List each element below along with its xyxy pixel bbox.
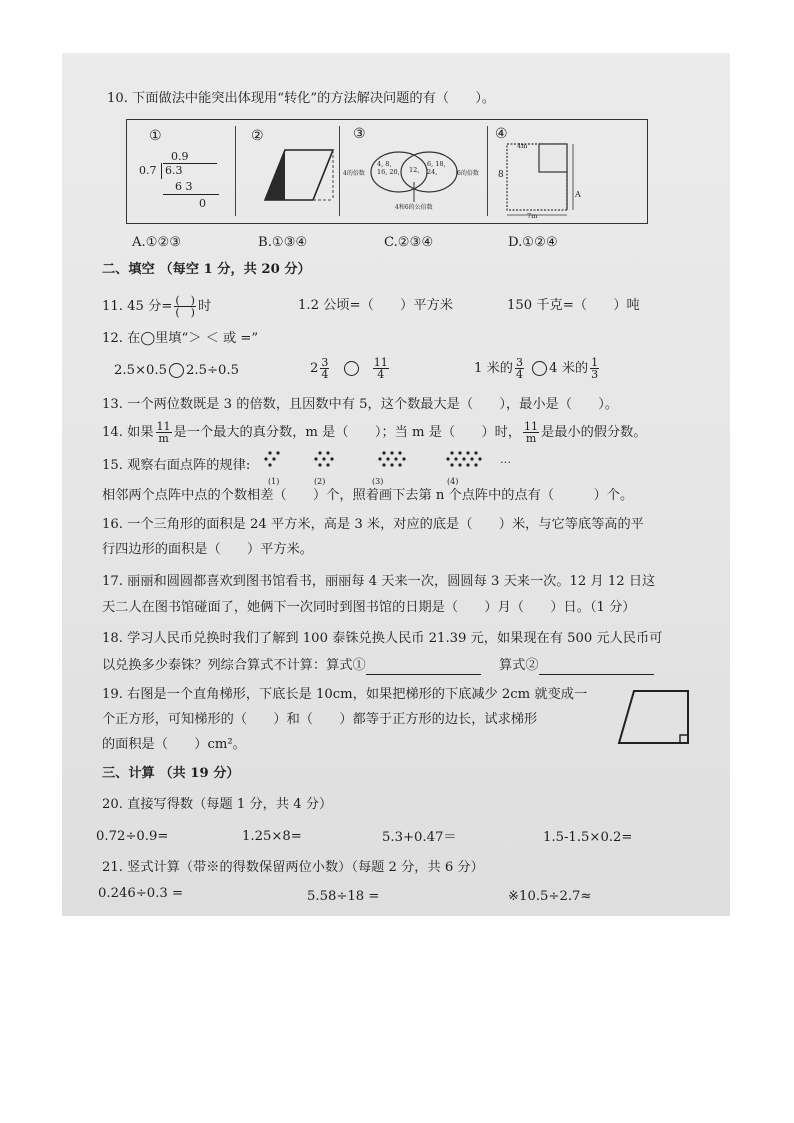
q12-a-left: 2.5×0.5: [114, 363, 167, 378]
frac-den: m: [525, 432, 537, 445]
q16-line2: 行四边形的面积是（ ）平方米。: [102, 542, 313, 557]
q17-line2: 天二人在图书馆碰面了，她俩下一次同时到图书馆的日期是（ ）月（ ）日。（1 分）: [102, 600, 636, 615]
frac-den: m: [158, 432, 169, 445]
frac-num: 3: [515, 356, 523, 369]
q10-option-c[interactable]: C.②③④: [384, 235, 434, 250]
q18-line2: [102, 657, 654, 675]
q14-pre: 14. 如果: [102, 425, 154, 440]
dot-label-1: (1): [268, 477, 280, 486]
division-quotient: 0.9: [171, 150, 189, 163]
section-2-heading: 二、填空 （每空 1 分，共 20 分）: [102, 262, 311, 277]
q12-b-right-frac: [373, 357, 389, 380]
q21-item-1: 0.246÷0.3 =: [98, 886, 184, 901]
q21-item-3: ※10.5÷2.7≈: [508, 889, 592, 904]
q19-line3: 的面积是（ ）cm²。: [102, 737, 246, 752]
q10-figure-box: [126, 119, 648, 224]
q18-line1: 18. 学习人民币兑换时我们了解到 100 泰铢兑换人民币 21.39 元，如果现在有 500 元人民币可: [102, 631, 663, 646]
q11-frac-den: ( ): [175, 306, 195, 319]
q12-b-frac: [320, 357, 329, 380]
venn-left-set: 4, 8, 16, 20,: [377, 160, 400, 176]
compare-circle[interactable]: [532, 361, 547, 376]
right-trapezoid-figure: [616, 687, 692, 747]
frac-num: 1: [591, 356, 599, 369]
q12-c-frac: [515, 357, 524, 380]
q18-formula-1-label: 以兑换多少泰铢？列综合算式不计算：算式①: [102, 658, 366, 673]
q14-mid: 是一个最大的真分数，m 是（ ）；当 m 是（ ）时，: [173, 425, 522, 440]
q12-a: [114, 362, 239, 380]
q11-frac-num: ( ): [175, 294, 195, 307]
division-divisor: 0.7: [139, 164, 157, 177]
dot-label-4: (4): [447, 477, 459, 486]
q11-a-pre: 11. 45 分=: [102, 299, 173, 314]
rect-left-label: 8: [498, 170, 504, 180]
q11-b: 1.2 公顷=（ ）平方米: [298, 298, 453, 313]
q12-b: [310, 357, 391, 380]
formula-1-blank[interactable]: [366, 660, 481, 675]
rect-right-label: A: [575, 190, 581, 199]
q11-a: [102, 295, 211, 318]
q14-post: 是最小的假分数。: [541, 425, 647, 440]
dot-array-pattern: [262, 449, 522, 475]
division-remainder: 0: [199, 197, 206, 210]
frac-num: 11: [524, 420, 539, 433]
division-product: 6 3: [175, 180, 193, 193]
frac-den: 3: [591, 368, 599, 381]
q14-frac2: [523, 421, 539, 444]
q12-c-pre: 1 米的: [474, 361, 513, 376]
q20-item-2: 1.25×8=: [242, 829, 302, 844]
dot-label-3: (3): [372, 477, 384, 486]
q16-line1: 16. 一个三角形的面积是 24 平方米，高是 3 米，对应的底是（ ）米，与它等底等高的平: [102, 517, 644, 532]
venn-right-set: 6, 18, 24,: [427, 160, 446, 176]
q19-line2: 个正方形，可知梯形的（ ）和（ ）都等于正方形的边长，试求梯形: [102, 712, 538, 727]
q13: 13. 一个两位数既是 3 的倍数，且因数中有 5，这个数最大是（ ），最小是（ ）。: [102, 397, 619, 412]
q20-item-3: 5.3+0.47＝: [382, 830, 457, 845]
q20-item-1: 0.72÷0.9=: [96, 829, 169, 844]
q14: [102, 421, 647, 444]
q19-line1: 19. 右图是一个直角梯形，下底长是 10cm，如果把梯形的下底减少 2cm 就变成一: [102, 687, 588, 702]
q21-stem: 21. 竖式计算（带※的得数保留两位小数）（每题 2 分，共 6 分）: [102, 860, 484, 875]
panel-number: ②: [251, 128, 264, 144]
division-bracket: [161, 163, 162, 179]
q20-stem: 20. 直接写得数（每题 1 分，共 4 分）: [102, 797, 333, 812]
panel-venn: [341, 120, 485, 223]
formula-2-blank[interactable]: [539, 660, 654, 675]
q11-fraction[interactable]: [174, 295, 196, 318]
panel-number: ①: [149, 128, 162, 144]
venn-bottom-label: 4和6的公倍数: [395, 204, 433, 211]
photographed-exam-page: [62, 53, 730, 916]
frac-num: 11: [373, 356, 388, 369]
q15-stem: 15. 观察右面点阵的规律:: [102, 458, 251, 473]
division-rule: [163, 194, 219, 195]
frac-den: 4: [515, 368, 523, 381]
dot-array-ellipsis: …: [500, 453, 511, 466]
compare-circle[interactable]: [169, 363, 184, 378]
q17-line1: 17. 丽丽和圆圆都喜欢到图书馆看书，丽丽每 4 天来一次，圆圆每 3 天来一次。12 月 12 日这: [102, 574, 656, 589]
q21-item-2: 5.58÷18 =: [307, 889, 380, 904]
q11-c: 150 千克=（ ）吨: [507, 298, 640, 313]
frac-den: 4: [377, 368, 385, 381]
panel-division: [127, 120, 235, 223]
rect-top-label: 4m: [517, 142, 528, 150]
q12-c-frac2: [590, 357, 599, 380]
section-3-heading: 三、计算 （共 19 分）: [102, 766, 240, 781]
q12-c-mid: 4 米的: [549, 361, 589, 376]
venn-left-label: 4的倍数: [343, 170, 365, 177]
q10-stem: 10. 下面做法中能突出体现用“转化”的方法解决问题的有（ ）。: [107, 91, 496, 106]
panel-parallelogram: [237, 120, 337, 223]
venn-right-label: 6的倍数: [457, 170, 479, 177]
frac-num: 3: [321, 356, 329, 369]
q12-a-right: 2.5÷0.5: [186, 363, 239, 378]
q15-line2: 相邻两个点阵中点的个数相差（ ）个，照着画下去第 n 个点阵中的点有（ ）个。: [102, 488, 634, 503]
q12-stem: 12. 在◯里填“＞ ＜ 或 =”: [102, 331, 259, 346]
q20-item-4: 1.5-1.5×0.2=: [543, 830, 633, 845]
q12-c: [474, 357, 601, 380]
q14-frac: [156, 421, 172, 444]
panel-number: ④: [495, 126, 508, 142]
q11-a-post: 时: [197, 299, 212, 314]
frac-num: 11: [156, 420, 171, 433]
rect-bottom-label: 7m: [527, 212, 538, 220]
dot-label-2: (2): [314, 477, 326, 486]
rectangle-shape: [489, 120, 639, 223]
q10-option-d[interactable]: D.①②④: [508, 235, 558, 250]
compare-circle[interactable]: [344, 361, 359, 376]
panel-number: ③: [353, 126, 366, 142]
q12-b-whole: 2: [310, 361, 319, 376]
q10-option-b[interactable]: B.①③④: [258, 235, 308, 250]
q10-option-a[interactable]: A.①②③: [132, 235, 182, 250]
division-dividend: 6.3: [165, 164, 183, 177]
venn-common: 12,: [409, 166, 420, 174]
frac-den: 4: [321, 368, 329, 381]
division-bar: [163, 163, 217, 164]
q18-formula-2-label: 算式②: [498, 658, 539, 673]
panel-rectangle: [489, 120, 639, 223]
parallelogram-shape: [237, 120, 337, 223]
